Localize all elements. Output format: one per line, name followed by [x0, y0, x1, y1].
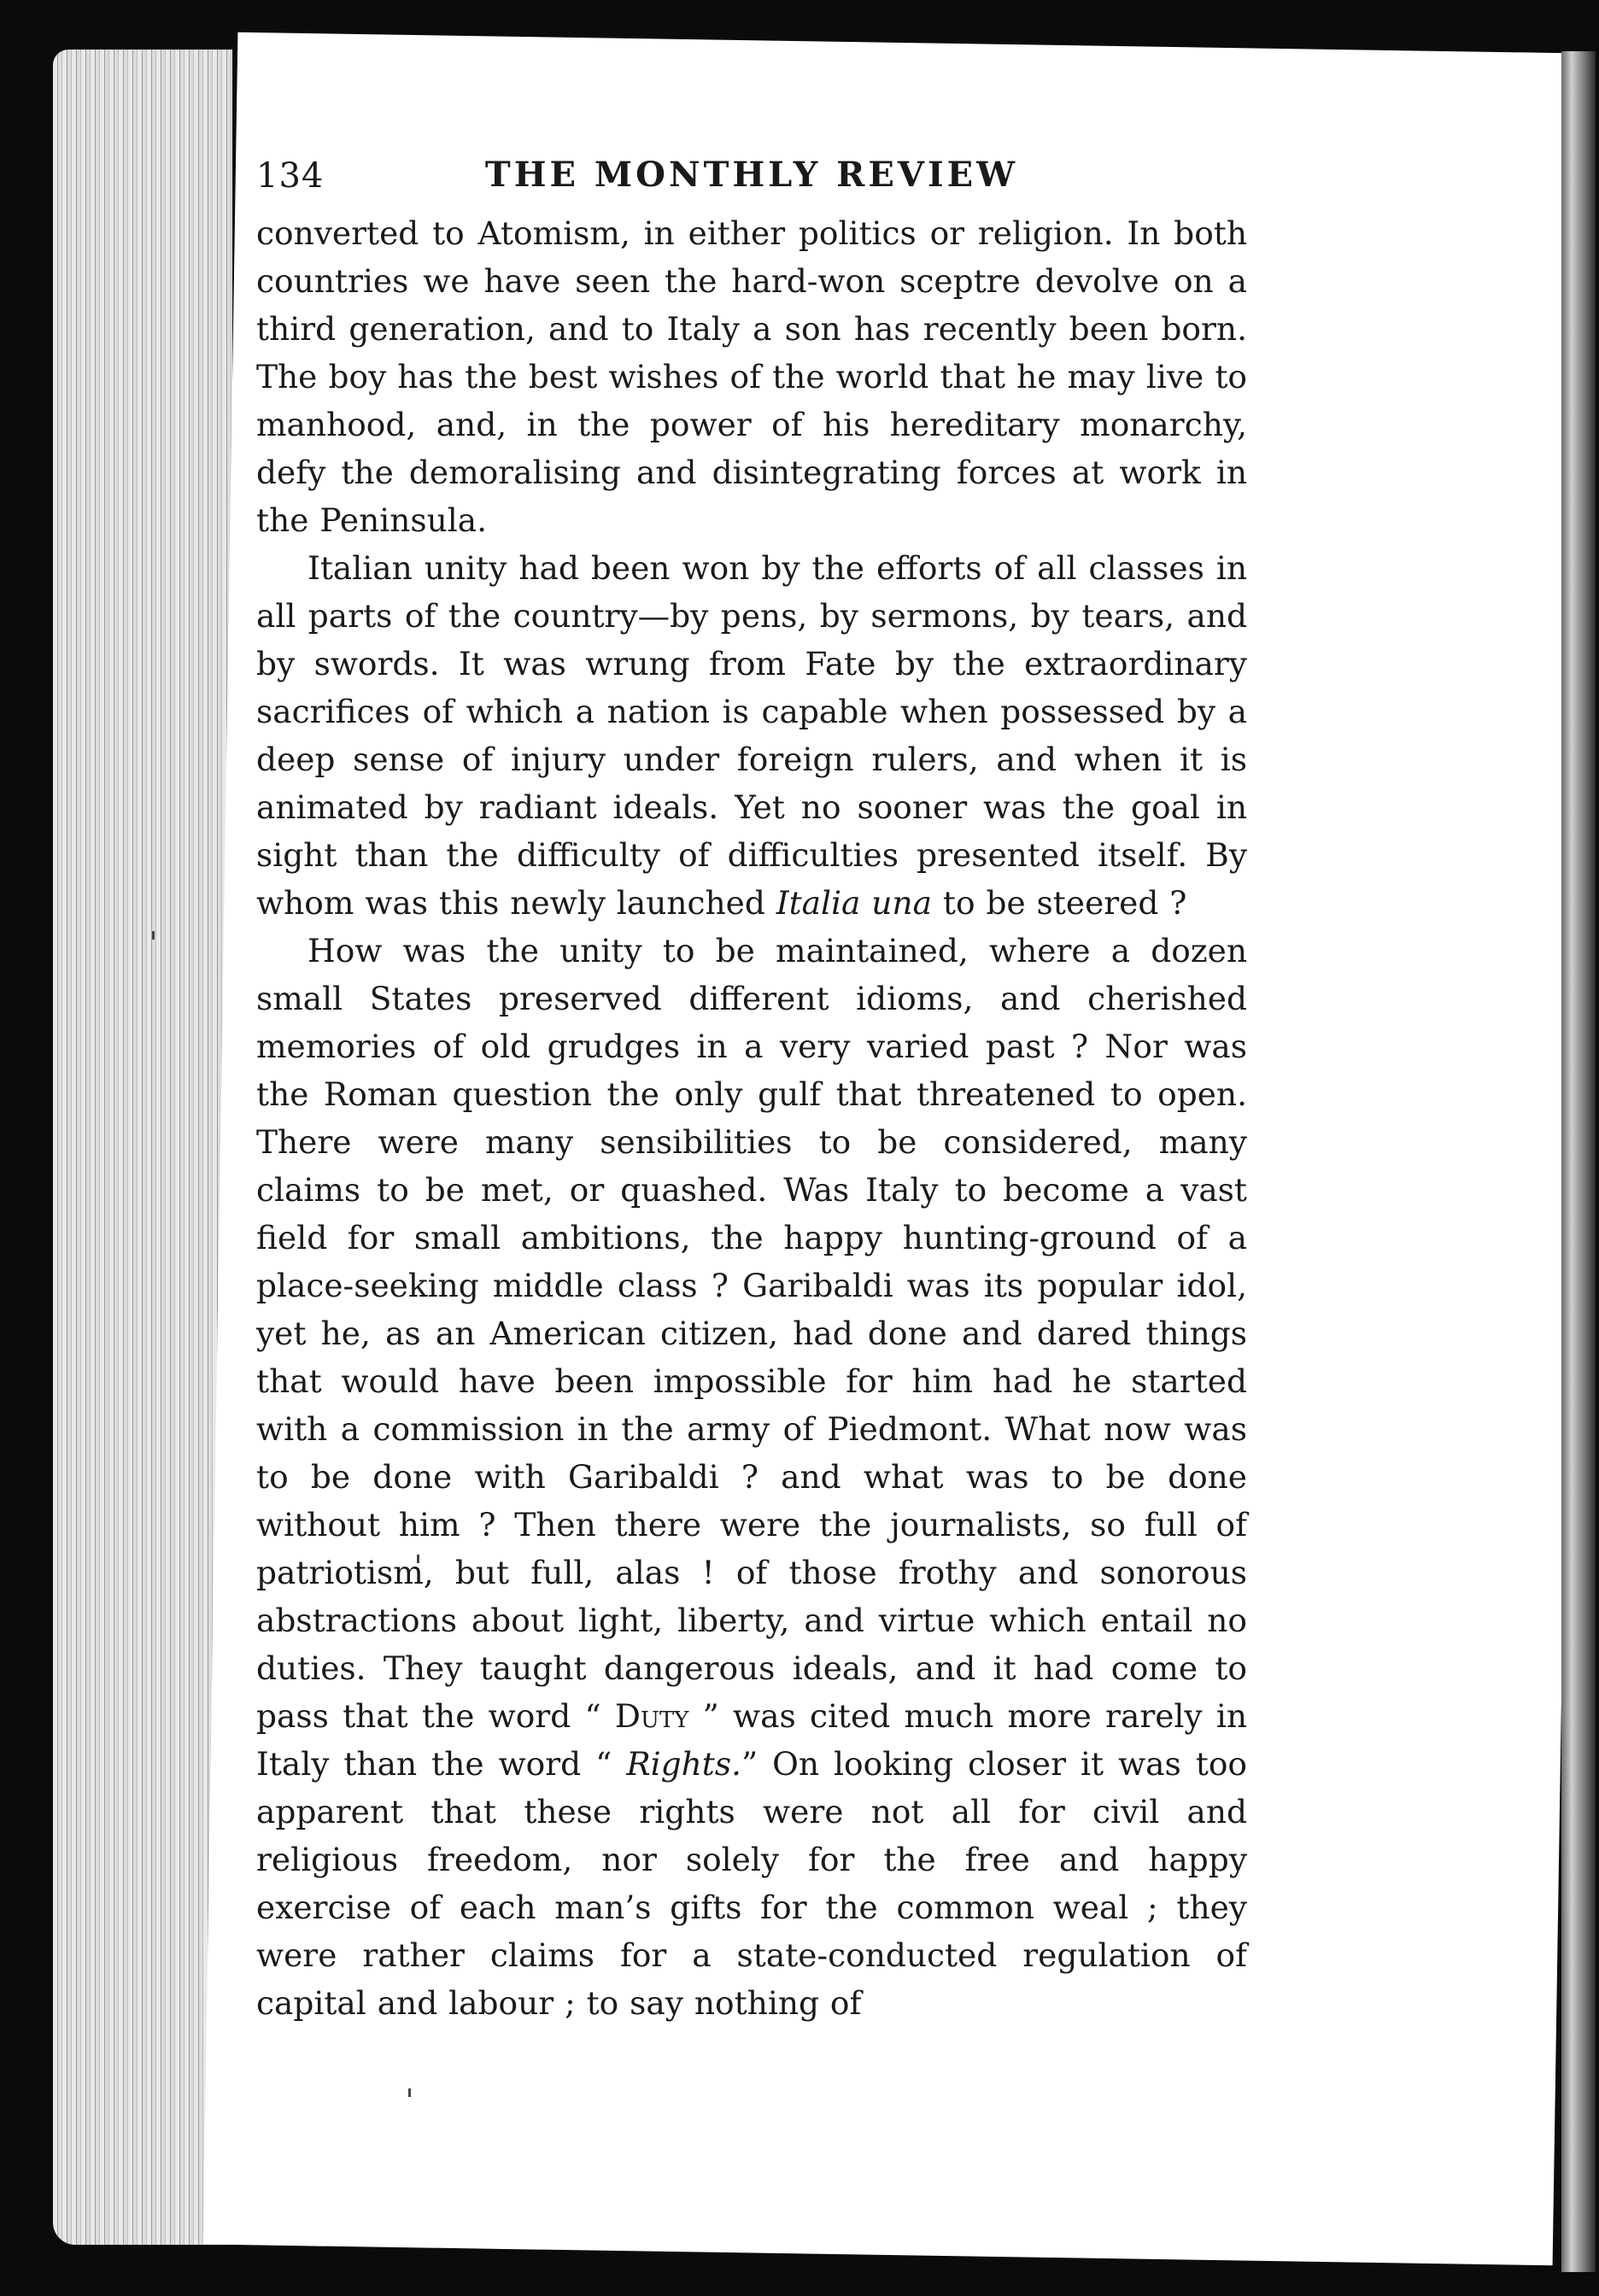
- text-block: [256, 141, 1247, 2027]
- paragraph-text: to be steered ?: [931, 884, 1187, 922]
- running-head: [256, 141, 1247, 209]
- italic-phrase: Italia una: [776, 884, 932, 922]
- page-stack-edges: [53, 50, 232, 2245]
- paragraph-3: [256, 927, 1247, 2027]
- paragraph-text: ” was cited much more rarely in Italy than the word “: [256, 1697, 1247, 1783]
- margin-speck: [152, 931, 155, 940]
- paragraph-text: Italian unity had been won by the efforts of all classes in all parts of the country—by pens, by sermons, by tears, and by swords. It was wrung from Fate by the extraordinary sacrifices of which a nation is capable when possessed by a deep sense of injury under foreign rulers, and when it is animated by radiant ideals. Yet no sooner was the goal in sight than the difficulty of difficulties presented itself. By whom was this newly launched: [256, 549, 1247, 922]
- paragraph-1: [256, 209, 1247, 544]
- paragraph-text: converted to Atomism, in either politics or religion. In both countries we have seen the hard-won sceptre devolve on a third generation, and to Italy a son has recently been born. The boy has the best wishes of the world that he may live to manhood, and, in the power of his hereditary monarchy, defy the demoralising and disintegrating forces at work in the Peninsula.: [256, 214, 1247, 539]
- paragraph-text: How was the unity to be maintained, where a dozen small States preserved different idioms, and cherished memories of old grudges in a very varied past ? Nor was the Roman question the only gulf that threatened to open. There were many sensibilities to be considered, many claims to be met, or quashed. Was Italy to become a vast field for small ambitions, the happy hunting-ground of a place-seeking middle class ? Garibaldi was its popular idol, yet he, as an American citizen, had done and dared things that would have been impossible for him had he started with a commission in the army of Piedmont. What now was to be done with Garibaldi ? and what was to be done without him ? Then there were the journalists, so full of patriotism, but full, alas ! of those frothy and sonorous abstractions about light, liberty, and virtue which entail no duties. They taught dangerous ideals, and it had come to pass that the word “: [256, 932, 1247, 1735]
- margin-speck: [408, 2088, 411, 2097]
- italic-word: Rights.: [626, 1745, 741, 1783]
- small-caps-word: Duty: [614, 1697, 689, 1735]
- paragraph-text: ” On looking closer it was too apparent that these rights were not all for civil and religious freedom, nor solely for the free and happy exercise of each man’s gifts for the common weal ; they were rather claims for a state-conducted regulation of capital and labour ; to say nothing of: [256, 1745, 1247, 2022]
- page-number: 134: [256, 156, 325, 196]
- paragraph-2: [256, 544, 1247, 927]
- book-spine: [1561, 51, 1596, 2272]
- running-title: THE MONTHLY REVIEW: [484, 155, 1019, 195]
